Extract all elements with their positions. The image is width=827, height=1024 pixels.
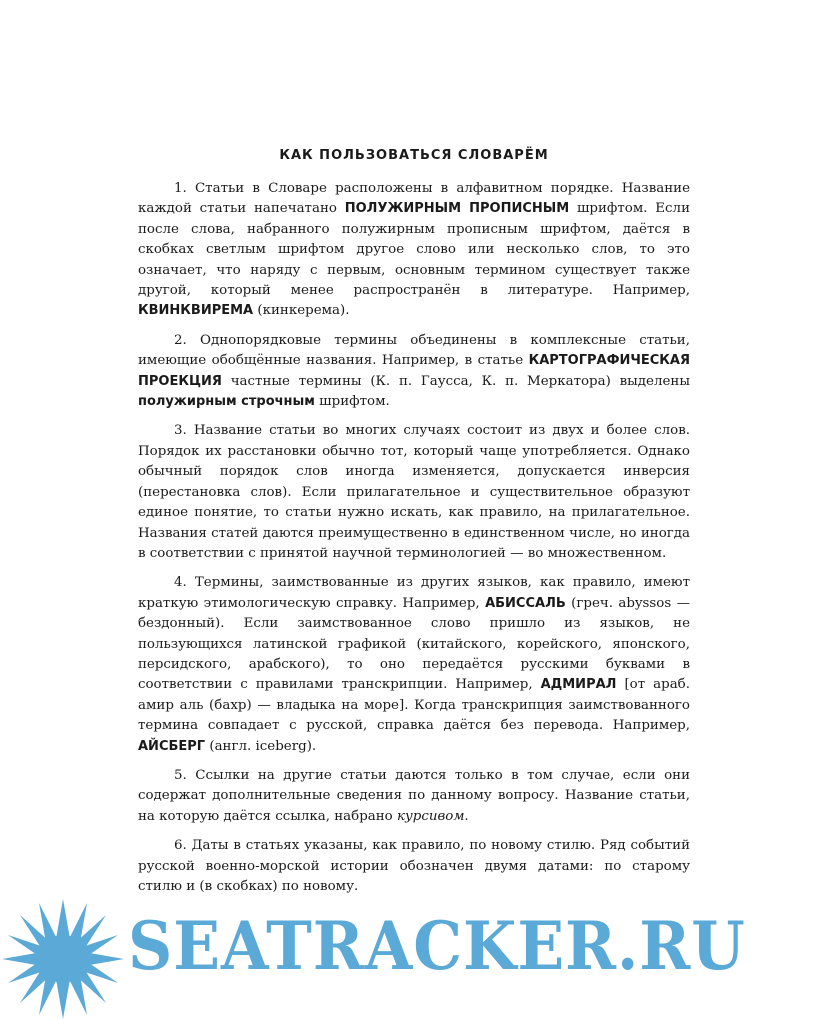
paragraph-6: 6. Даты в статьях указаны, как правило, по новому стилю. Ряд событий русской военно-морской истории обозначен двумя датами: по старому стилю и (в скобках) по новому.	[138, 838, 690, 894]
bold-term: КВИНКВИРЕМА	[138, 303, 254, 319]
paragraph-5: 5. Ссылки на другие статьи даются только в том случае, если они содержат дополнительные сведения по данному вопросу. Название статьи, на которую даётся ссылка, набрано курсивом.	[138, 767, 690, 824]
bold-term: полужирным строчным	[138, 394, 315, 410]
bold-term: КАРТОГРАФИЧЕСКАЯ ПРОЕКЦИЯ	[138, 353, 690, 389]
paragraph-4: 4. Термины, заимствованные из других языков, как правило, имеют краткую этимологическую справку. Например, АБИССАЛЬ (греч. abyssos — бездонный). Если заимствованное слово пришло из языков, не пользующихся латинской графикой (китайского, корейского, японского, персидского, арабского), то оно передаётся русскими буквами в соответствии с правилами транскрипции. Например, АДМИРАЛ [от араб. амир аль (бахр) — владыка на море]. Когда транскрипция заимствованного термина совпадает с русской, справка даётся без перевода. Например, АЙСБЕРГ (англ. iceberg).	[138, 575, 690, 754]
italic-term: курсивом	[397, 808, 465, 824]
paragraph-1: 1. Статьи в Словаре расположены в алфавитном порядке. Название каждой статьи напечатано ПОЛУЖИРНЫМ ПРОПИСНЫМ шрифтом. Если после слова, набранного полужирным прописным шрифтом, даётся в скобках светлым шрифтом другое слово или несколько слов, то это означает, что наряду с первым, основным термином существует также другой, который менее распространён в литературе. Например, КВИНКВИРЕМА (кинкерема).	[138, 181, 690, 319]
bold-term: АБИССАЛЬ	[485, 595, 566, 611]
bold-term: АДМИРАЛ	[540, 677, 617, 693]
paragraph-2: 2. Однопорядковые термины объединены в комплексные статьи, имеющие обобщённые названия. Например, в статье КАРТОГРАФИЧЕСКАЯ ПРОЕКЦИЯ частные термины (К. п. Гаусса, К. п. Меркатора) выделены полужирным строчным шрифтом.	[138, 332, 690, 410]
paragraph-3: 3. Название статьи во многих случаях состоит из двух и более слов. Порядок их расстановки обычно тот, который чаще употребляется. Однако обычный порядок слов иногда изменяется, допускается инверсия (перестановка слов). Если прилагательное и существительное образуют единое понятие, то статьи нужно искать, как правило, на прилагательное. Названия статей даются преимущественно в единственном числе, но иногда в соответствии с принятой научной терминологией — во множественном.	[138, 423, 690, 561]
sun-burst-icon	[0, 895, 126, 1023]
watermark-text: SEATRACKER.RU	[128, 907, 746, 985]
document-page	[138, 148, 690, 906]
bold-term: АЙСБЕРГ	[138, 738, 206, 754]
bold-term: ПОЛУЖИРНЫМ ПРОПИСНЫМ	[344, 201, 570, 217]
page-title: КАК ПОЛЬЗОВАТЬСЯ СЛОВАРЁМ	[279, 148, 549, 163]
watermark	[0, 895, 827, 1024]
